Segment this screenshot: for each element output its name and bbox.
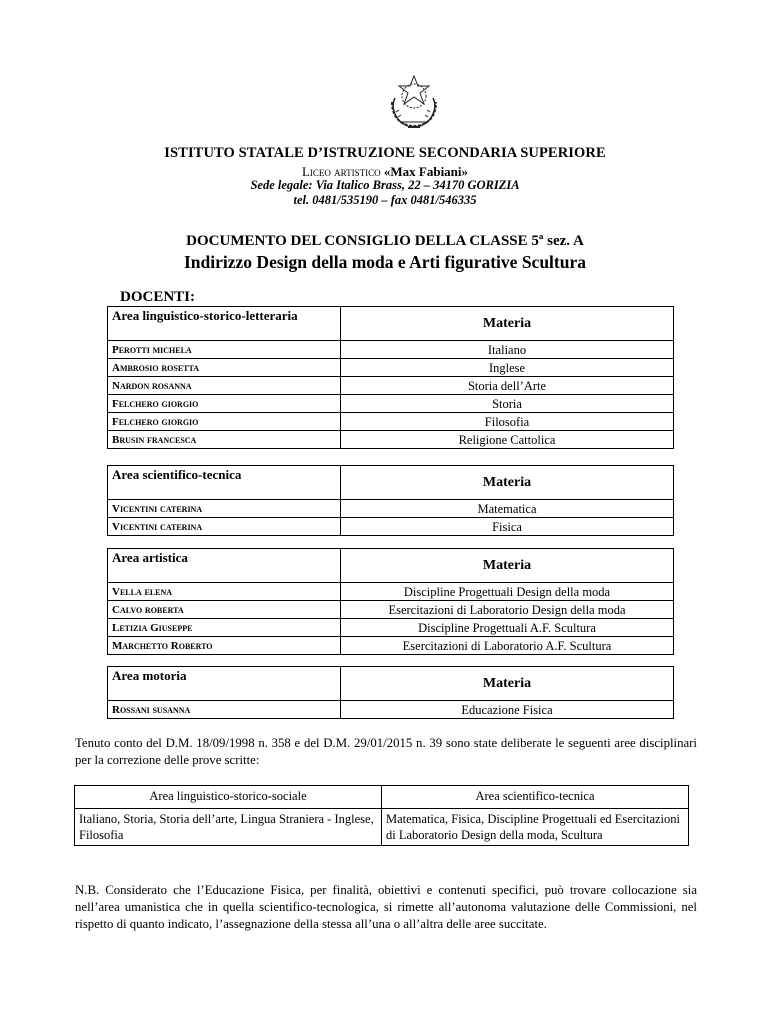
- teacher-name: Letizia Giuseppe: [112, 622, 193, 634]
- table-row: [108, 341, 674, 359]
- materia-header: Materia: [341, 307, 674, 341]
- republic-emblem-icon: [386, 72, 442, 130]
- disciplinary-areas-table: [74, 785, 689, 846]
- table-row: [108, 377, 674, 395]
- area-header: Area motoria: [108, 667, 341, 701]
- table-row: [108, 413, 674, 431]
- area-left-header: Area linguistico-storico-sociale: [75, 786, 382, 809]
- area-header: Area scientifico-tecnica: [108, 466, 341, 500]
- subject: Religione Cattolica: [341, 431, 674, 449]
- table-row: [108, 701, 674, 719]
- teacher-name: Calvo roberta: [112, 604, 184, 616]
- institute-name: ISTITUTO STATALE D’ISTRUZIONE SECONDARIA SUPERIORE: [164, 145, 606, 161]
- teachers-table-linguistico: [107, 306, 674, 449]
- subject: Discipline Progettuali A.F. Scultura: [341, 619, 674, 637]
- teachers-table-artistica: [107, 548, 674, 655]
- subject: Inglese: [341, 359, 674, 377]
- table-row: [108, 637, 674, 655]
- contacts-line: tel. 0481/535190 – fax 0481/546335: [293, 193, 477, 207]
- teacher-name: Rossani susanna: [112, 704, 191, 716]
- subject: Filosofia: [341, 413, 674, 431]
- subject: Storia: [341, 395, 674, 413]
- teachers-table-motoria: [107, 666, 674, 719]
- teacher-name: Perotti michela: [112, 344, 192, 356]
- teacher-name: Vicentini caterina: [112, 503, 203, 515]
- liceo-name: «Max Fabiani»: [383, 164, 469, 179]
- area-header: Area linguistico-storico-letteraria: [108, 307, 341, 341]
- table-row: [108, 601, 674, 619]
- table-row: [108, 359, 674, 377]
- subject: Esercitazioni di Laboratorio Design della moda: [341, 601, 674, 619]
- teacher-name: Vella elena: [112, 586, 173, 598]
- area-right-cell: Matematica, Fisica, Discipline Progettuali ed Esercitazioni di Laboratorio Design della moda, Scultura: [382, 809, 689, 846]
- teacher-name: Nardon rosanna: [112, 380, 192, 392]
- table-row: [108, 500, 674, 518]
- intro-paragraph: Tenuto conto del D.M. 18/09/1998 n. 358 e del D.M. 29/01/2015 n. 39 sono state deliberate le seguenti aree disciplinari per la correzione delle prove scritte:: [75, 736, 697, 767]
- teacher-name: Ambrosio rosetta: [112, 362, 200, 374]
- subject: Educazione Fisica: [341, 701, 674, 719]
- table-row: [108, 583, 674, 601]
- note-paragraph: N.B. Considerato che l’Educazione Fisica, per finalità, obiettivi e contenuti specifici, può trovare collocazione sia nell’area umanistica che in quella scientifico-tecnologica, si rimette all’autonoma valutazione delle Commissioni, nel rispetto di quanto indicato, l’assegnazione della stessa all’una o all’altra delle aree succitate.: [75, 883, 697, 931]
- teacher-name: Brusin francesca: [112, 434, 197, 446]
- area-right-header: Area scientifico-tecnica: [382, 786, 689, 809]
- document-subtitle: Indirizzo Design della moda e Arti figurative Scultura: [184, 252, 586, 272]
- materia-header: Materia: [341, 667, 674, 701]
- subject: Discipline Progettuali Design della moda: [341, 583, 674, 601]
- document-title: DOCUMENTO DEL CONSIGLIO DELLA CLASSE 5ª sez. A: [186, 233, 584, 249]
- teachers-table-scientifico: [107, 465, 674, 536]
- subject: Storia dell’Arte: [341, 377, 674, 395]
- table-row: [108, 619, 674, 637]
- teacher-name: Marchetto Roberto: [112, 640, 213, 652]
- teacher-name: Felchero giorgio: [112, 416, 199, 428]
- area-left-cell: Italiano, Storia, Storia dell’arte, Lingua Straniera - Inglese, Filosofia: [75, 809, 382, 846]
- table-row: [108, 431, 674, 449]
- materia-header: Materia: [341, 549, 674, 583]
- table-row: [108, 518, 674, 536]
- liceo-prefix: Liceo artistico: [301, 164, 381, 179]
- area-header: Area artistica: [108, 549, 341, 583]
- teacher-name: Vicentini caterina: [112, 521, 203, 533]
- materia-header: Materia: [341, 466, 674, 500]
- subject: Matematica: [341, 500, 674, 518]
- subject: Italiano: [341, 341, 674, 359]
- subject: Fisica: [341, 518, 674, 536]
- teacher-name: Felchero giorgio: [112, 398, 199, 410]
- subject: Esercitazioni di Laboratorio A.F. Scultura: [341, 637, 674, 655]
- docenti-label: DOCENTI:: [120, 289, 196, 305]
- address-line: Sede legale: Via Italico Brass, 22 – 34170 GORIZIA: [250, 178, 520, 192]
- table-row: [108, 395, 674, 413]
